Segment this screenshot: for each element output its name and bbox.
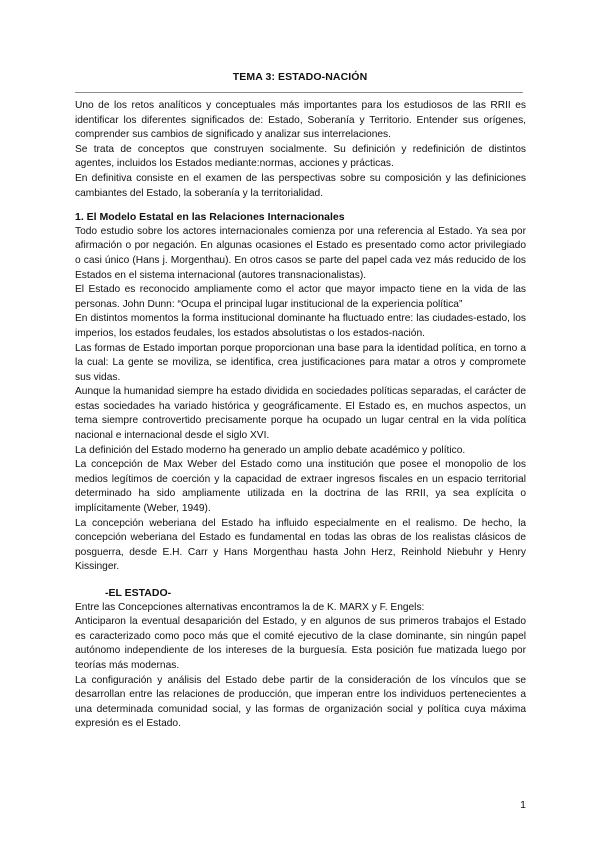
body-paragraph: La definición del Estado moderno ha generado un amplio debate académico y político. xyxy=(75,444,466,456)
intro-paragraph: En definitiva consiste en el examen de las perspectivas sobre su composición y las definiciones cambiantes del Estado, la soberanía y la territorialidad. xyxy=(75,172,526,199)
page-title: TEMA 3: ESTADO-NACIÓN xyxy=(232,71,368,83)
document-body xyxy=(75,99,526,732)
body-paragraph: La concepción weberiana del Estado ha influido especialmente en el realismo. De hecho, la concepción weberiana del Estado es fundamental en todas las obras de los realistas clásicos de posguerra, desde E.H. Carr y Hans Morgenthau hasta John Herz, Reinhold Niebuhr y Henry Kissinger. xyxy=(75,517,526,573)
body-paragraph: El Estado es reconocido ampliamente como el actor que mayor impacto tiene en la vida de las personas. John Dunn: “Ocupa el principal lugar institucional de la experiencia política” xyxy=(75,284,526,310)
subsection-heading: -EL ESTADO- xyxy=(105,587,172,599)
body-paragraph: La concepción de Max Weber del Estado como una institución que posee el monopolio de los medios legítimos de coerción y la capacidad de extraer ingresos fiscales en un espacio territorial determinado ha sido ampliamente utilizada en la doctrina de las RRII, ya sea explícita o implícitamente (Weber, 1949). xyxy=(75,459,526,515)
intro-paragraph: Uno de los retos analíticos y conceptuales más importantes para los estudiosos de las RRII es identificar los diferentes significados de: Estado, Soberanía y Territorio. Entender sus orígenes, comprender sus cambios de significado y analizar sus interrelaciones. xyxy=(75,100,526,141)
section-heading: 1. El Modelo Estatal en las Relaciones Internacionales xyxy=(75,211,345,224)
body-paragraph: Las formas de Estado importan porque proporcionan una base para la identidad política, en torno a la cual: La gente se moviliza, se identifica, crea justificaciones para matar a otros y compromete sus vidas. xyxy=(75,342,526,383)
body-paragraph: Anticiparon la eventual desaparición del Estado, y en algunos de sus primeros trabajos el Estado es caracterizado como poco más que el comité ejecutivo de la clase dominante, sin ningún papel autónomo independiente de los intereses de la burguesía. Esta posición fue matizada luego por teorías más modernas. xyxy=(75,616,526,671)
body-paragraph: En distintos momentos la forma institucional dominante ha fluctuado entre: las ciudades-estado, los imperios, los estados feudales, los estados absolutistas o los estados-nación. xyxy=(75,313,526,339)
title-divider xyxy=(75,92,523,93)
body-paragraph: Entre las Concepciones alternativas encontramos la de K. MARX y F. Engels: xyxy=(75,601,425,613)
intro-paragraph: Se trata de conceptos que construyen socialmente. Su definición y redefinición de distintos agentes, incluidos los Estados mediante:normas, acciones y prácticas. xyxy=(75,143,526,170)
body-paragraph: La configuración y análisis del Estado debe partir de la consideración de los vínculos que se desarrollan entre las relaciones de producción, que imperan entre los individuos pertenecientes a una determinada comunidad social, y las formas de organización social y política cuya máxima expresión es el Estado. xyxy=(75,674,526,730)
body-paragraph: Aunque la humanidad siempre ha estado dividida en sociedades políticas separadas, el carácter de estas sociedades ha variado histórica y geográficamente. El Estado es, en muchos aspectos, un tema siempre controvertido precisamente porque ha ocupado un lugar central en la vida política nacional e internacional desde el siglo XVI. xyxy=(75,386,526,442)
page-number: 1 xyxy=(520,799,526,811)
body-paragraph: Todo estudio sobre los actores internacionales comienza por una referencia al Estado. Ya sea por afirmación o por negación. En algunas ocasiones el Estado es presentado como actor privilegiado o casi único (Hans j. Morgenthau). En otros casos se parte del papel cada vez más reducido de los Estados en el sistema internacional (autores transnacionalistas). xyxy=(75,225,526,281)
